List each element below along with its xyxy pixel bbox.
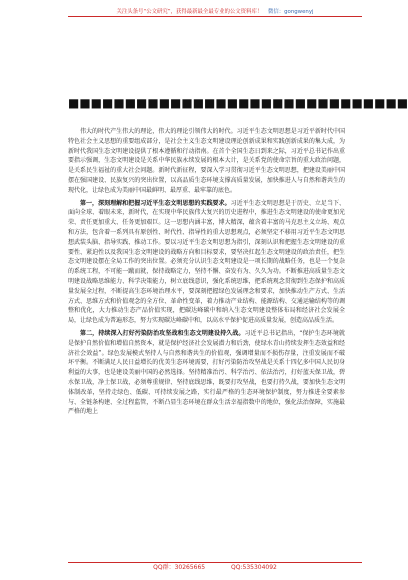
paragraph-text: 伟大的时代产生伟大的理论，伟大的理论引领伟大的时代。习近平生态文明思想是习近平新时代中国特色社会主义思想的重要组成部分，是社会主义生态文明建设理论创新成果和实践创新成果的集大成，为新时代我国生态文明建设提供了根本遵循和行动指南。在首个全国生态日到来之际，习近平总书记作出重要指示强调，生态文明建设是关系中华民族永续发展的根本大计，是关系党的使命宗旨的重大政治问题，是关系民生福祉的重大社会问题。新时代新征程，要深入学习贯彻习近平生态文明思想，把建设美丽中国摆在强国建设、民族复兴的突出位置，以高品质生态环境支撑高质量发展，加快推进人与自然和谐共生的现代化，让绿色成为美丽中国最鲜明、最厚重、最牢靠的底色。 — [68, 128, 345, 194]
document-body — [68, 127, 345, 417]
section-heading: 第二，持续深入打好污染防治攻坚战和生态文明建设持久战。 — [80, 329, 245, 337]
footer-qq-group: QQ群：30265665 — [153, 564, 206, 571]
paragraph-section-1 — [68, 199, 345, 326]
footer-qq: QQ:535304092 — [231, 564, 277, 571]
header-wechat-text: 微信：gongwenyj — [267, 9, 314, 15]
paragraph-text: 习近平总书记指出，“保护生态环境就是保护自然价值和增值自然资本，就是保护经济社会发展潜力和后劲，使绿水青山持续发挥生态效益和经济社会效益”。绿色发展模式坚持人与自然和谐共生的价值观，强调增量而不损伤存量，注重发展而不破坏平衡。不断满足人民日益增长的优美生态环境需要，打好污染防治攻坚战是关系十四亿多中国人民切身利益的大事，也是建设美丽中国的必然选择。坚持精准治污、科学治污、依法治污，打好蓝天保卫战，碧水保卫战，净土保卫战，必须尊重规律、坚持底线思维，既要打攻坚战，也要打持久战，要加快生态文明体制改革，坚持走绿色、低碳、可持续发展之路，实行最严格的生态环境保护制度，努力推进全要素参与、全链条构建、全过程监管，不断凸显生态环境在群众生活幸福指数中的地位，强化法治保障，实施最严格的地上 — [68, 329, 345, 416]
section-heading: 第一，深刻理解和把握习近平生态文明思想的实践要求。 — [80, 199, 231, 207]
header-promo-text: 关注头条号“公文研究”，获得最新最全最专业的公文资料库！ — [116, 9, 263, 15]
paragraph-section-2 — [68, 329, 345, 417]
page-header — [68, 8, 362, 17]
paragraph-text: 习近平生态文明思想是于历史、立足当下、面向全球、着眼未来，新时代，在实现中华民族伟大复兴的历史进程中，推进生态文明建设的使命更加光荣、责任更加重大、任务更加艰巨。这一思想内涵丰富，博大精深，蕴含着丰富的马克思主义立场、观点和方法，包含着一系列具有原创性、时代性、指导性的重大思想观点，必须坚定不移用习近平生态文明思想武装头脑、指导实践、推动工作。要以习近平生态文明思想为指引，深刻认识和把握生态文明建设的重要性、紧迫性以及我国生态文明建设的战略方向和目标要求，要坚决扛起生态文明建设的政治责任，把生态文明建设摆在全局工作的突出位置。必须充分认识生态文明建设是一项长期的战略任务，也是一个复杂的系统工程，不可能一蹴而就，保持战略定力，坚持不懈、奋发有为、久久为功。不断推进高质量生态文明建设战略思维能力、科学决策能力，树立底线意识，强化系统思维，把系统观念贯彻到生态保护和高质量发展全过程，不断提高生态环境治理水平，要深刻把握绿色发展理念和要求，加快推动生产方式、生活方式、思维方式和价值观念的全方位、革命性变革，着力推动产业结构、能源结构、交通运输结构等的调整和优化，大力推动生态产品价值实现，把碳达峰碳中和纳入生态文明建设整体布局和经济社会发展全局，让绿色成为普遍形态，努力实现碳达峰碳中和，以高水平保护促进高质量发展，创造高品质生活。 — [68, 199, 345, 325]
document-title: ■■■■■■■■■■■■■■■■■■■■■■■■■■■■■■ — [68, 96, 408, 110]
page-footer — [68, 562, 362, 572]
paragraph-intro — [68, 127, 345, 196]
